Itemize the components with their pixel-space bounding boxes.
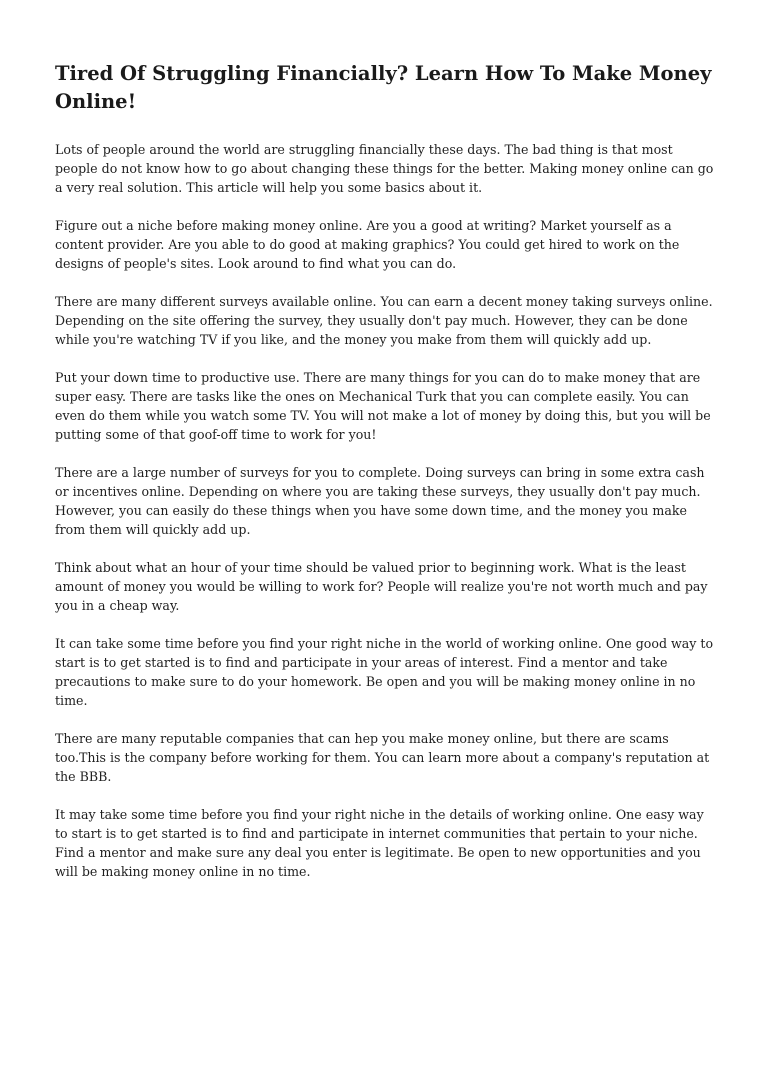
paragraph: Think about what an hour of your time should be valued prior to beginning work. What is the least amount of money you would be willing to work for? People will realize you're not worth much and pay you in a cheap way.	[55, 560, 708, 613]
document-title: Tired Of Struggling Financially? Learn How To Make Money Online!	[55, 62, 712, 113]
paragraph: Figure out a niche before making money online. Are you a good at writing? Market yourself as a content provider. Are you able to do good at making graphics? You could get hired to work on the designs of people's sites. Look around to find what you can do.	[55, 218, 680, 271]
paragraph: Lots of people around the world are struggling financially these days. The bad thing is that most people do not know how to go about changing these things for the better. Making money online can go a very real solution. This article will help you some basics about it.	[55, 142, 714, 195]
paragraph: It may take some time before you find your right niche in the details of working online. One easy way to start is to get started is to find and participate in internet communities that pertain to your niche. Find a mentor and make sure any deal you enter is legitimate. Be open to new opportunities and you will be making money online in no time.	[55, 807, 704, 879]
document-page	[55, 60, 719, 900]
paragraph: There are a large number of surveys for you to complete. Doing surveys can bring in some extra cash or incentives online. Depending on where you are taking these surveys, they usually don't pay much. However, you can easily do these things when you have some down time, and the money you make from them will quickly add up.	[55, 465, 705, 537]
paragraph: It can take some time before you find your right niche in the world of working online. One good way to start is to get started is to find and participate in your areas of interest. Find a mentor and take precautions to make sure to do your homework. Be open and you will be making money online in no time.	[55, 636, 714, 708]
paragraph: Put your down time to productive use. There are many things for you can do to make money that are super easy. There are tasks like the ones on Mechanical Turk that you can complete easily. You can even do them while you watch some TV. You will not make a lot of money by doing this, but you will be putting some of that goof-off time to work for you!	[55, 370, 711, 442]
paragraph: There are many reputable companies that can hep you make money online, but there are scams too.This is the company before working for them. You can learn more about a company's reputation at the BBB.	[55, 731, 710, 784]
paragraph: There are many different surveys available online. You can earn a decent money taking surveys online. Depending on the site offering the survey, they usually don't pay much. However, they can be done while you're watching TV if you like, and the money you make from them will quickly add up.	[55, 294, 713, 347]
